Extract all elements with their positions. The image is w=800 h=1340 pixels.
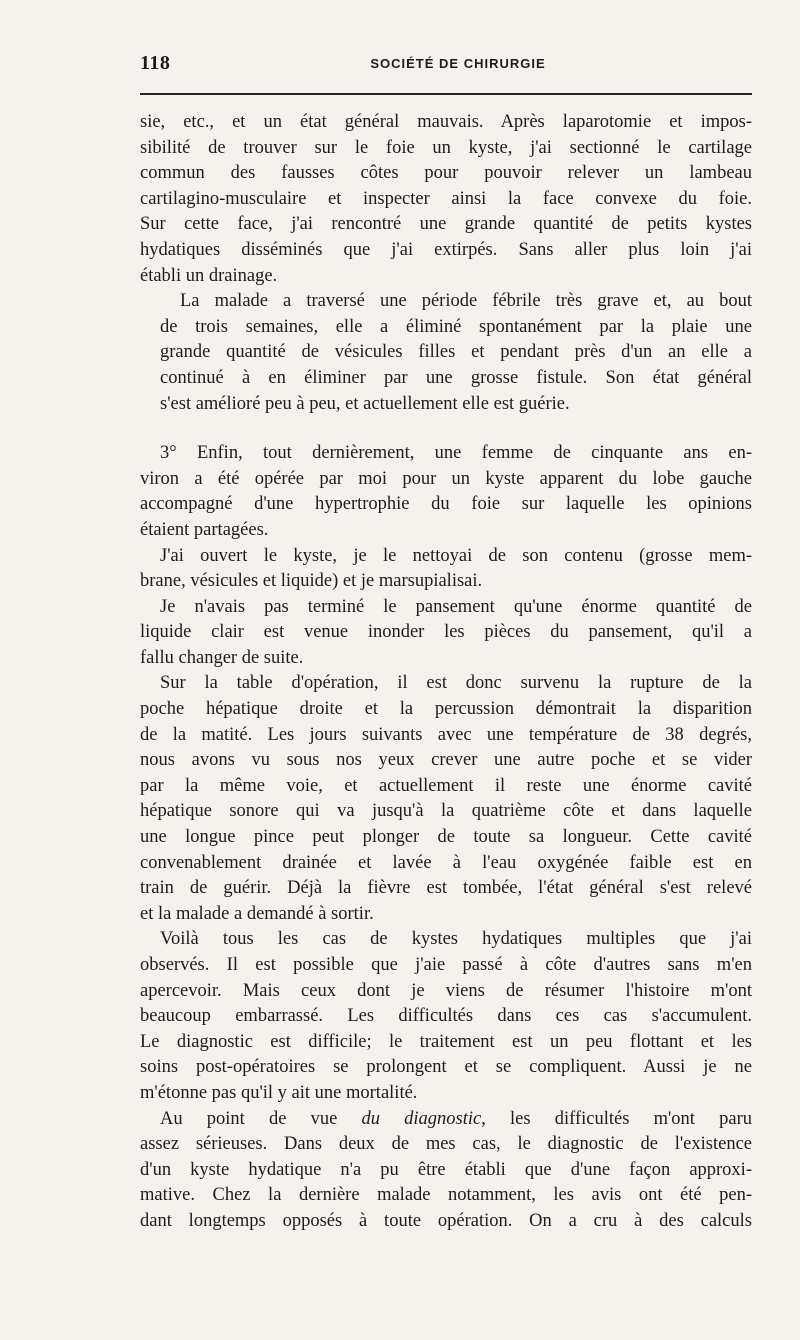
text-line: de trois semaines, elle a éliminé spontanément par la plaie une xyxy=(160,316,752,337)
paragraph-3 xyxy=(140,441,752,543)
text-line: observés. Il est possible que j'aie passé à côte d'autres sans m'en xyxy=(140,955,752,975)
text-line: continué à en éliminer par une grosse fistule. Son état général xyxy=(160,367,752,388)
text-line: et la malade a demandé à sortir. xyxy=(140,903,374,924)
paragraph-2 xyxy=(140,289,752,417)
text-line: convenablement drainée et lavée à l'eau oxygénée faible est en xyxy=(140,852,752,873)
text-line: une longue pince peut plonger de toute sa longueur. Cette cavité xyxy=(140,827,752,848)
text-line: La malade a traversé une période fébrile très grave et, au bout xyxy=(180,291,752,312)
text-line: hydatiques disséminés que j'ai extirpés. Sans aller plus loin j'ai xyxy=(140,239,752,260)
paragraph-1 xyxy=(140,110,752,289)
text-line: assez sérieuses. Dans deux de mes cas, le diagnostic de l'existence xyxy=(140,1134,752,1155)
running-title: SOCIÉTÉ DE CHIRURGIE xyxy=(370,56,546,71)
text-line: hépatique sonore qui va jusqu'à la quatrième côte et dans laquelle xyxy=(140,801,752,822)
paragraph-4 xyxy=(140,544,752,595)
text-line: brane, vésicules et liquide) et je marsupialisai. xyxy=(140,571,483,592)
header-rule xyxy=(140,93,752,95)
text-line: mative. Chez la dernière malade notamment, les avis ont été pen- xyxy=(140,1185,752,1206)
text-line: Le diagnostic est difficile; le traitement est un peu flottant et les xyxy=(140,1031,752,1052)
text-line: 3° Enfin, tout dernièrement, une femme de cinquante ans en- xyxy=(160,443,752,464)
text-line: Voilà tous les cas de kystes hydatiques multiples que j'ai xyxy=(160,929,752,950)
text-line: poche hépatique droite et la percussion démontrait la disparition xyxy=(140,699,752,720)
paragraph-8 xyxy=(140,1107,752,1235)
paragraph-5 xyxy=(140,595,752,672)
text-line: m'étonne pas qu'il y ait une mortalité. xyxy=(140,1082,418,1103)
text-line: grande quantité de vésicules filles et pendant près d'un an elle a xyxy=(160,342,752,363)
text-line: par la même voie, et actuellement il reste une énorme cavité xyxy=(140,775,752,796)
text-line: étaient partagées. xyxy=(140,519,269,540)
text-line: accompagné d'une hypertrophie du foie sur laquelle les opinions xyxy=(140,494,752,515)
italic-term: du diagnostic xyxy=(361,1108,482,1129)
text-line-with-italic: Au point de vue du diagnostic, les difficultés m'ont paru xyxy=(160,1108,752,1129)
text-line: d'un kyste hydatique n'a pu être établi que d'une façon approxi- xyxy=(140,1159,752,1180)
text-line: apercevoir. Mais ceux dont je viens de résumer l'histoire m'ont xyxy=(140,980,752,1001)
text-line: de la matité. Les jours suivants avec une température de 38 degrés, xyxy=(140,724,752,745)
text-line: beaucoup embarrassé. Les difficultés dans ces cas s'accumulent. xyxy=(140,1006,752,1027)
text-line: Sur la table d'opération, il est donc survenu la rupture de la xyxy=(160,673,752,694)
text-line: Sur cette face, j'ai rencontré une grande quantité de petits kystes xyxy=(140,214,752,235)
text-line: fallu changer de suite. xyxy=(140,647,304,668)
text-line: liquide clair est venue inonder les pièces du pansement, qu'il a xyxy=(140,622,752,643)
text-line: nous avons vu sous nos yeux crever une autre poche et se vider xyxy=(140,750,752,771)
body-text xyxy=(140,110,752,1235)
text-line: soins post-opératoires se prolongent et se compliquent. Aussi je ne xyxy=(140,1057,752,1078)
paragraph-7 xyxy=(140,927,752,1106)
text-line: cartilagino-musculaire et inspecter ainsi la face convexe du foie. xyxy=(140,188,752,209)
text-line: train de guérir. Déjà la fièvre est tombée, l'état général s'est relevé xyxy=(140,878,752,899)
text-line: s'est amélioré peu à peu, et actuellement elle est guérie. xyxy=(160,393,570,414)
page-number: 118 xyxy=(140,52,171,74)
text-line: établi un drainage. xyxy=(140,265,278,286)
text-line: J'ai ouvert le kyste, je le nettoyai de son contenu (grosse mem- xyxy=(160,545,752,566)
text-line: dant longtemps opposés à toute opération. On a cru à des calculs xyxy=(140,1210,752,1231)
text-line: viron a été opérée par moi pour un kyste apparent du lobe gauche xyxy=(140,468,752,489)
paragraph-6 xyxy=(140,671,752,927)
section-gap xyxy=(140,417,752,441)
text-line: sie, etc., et un état général mauvais. Après laparotomie et impos- xyxy=(140,112,752,132)
running-head xyxy=(140,52,752,80)
text-line: Je n'avais pas terminé le pansement qu'une énorme quantité de xyxy=(160,596,752,617)
text-line: sibilité de trouver sur le foie un kyste, j'ai sectionné le cartilage xyxy=(140,137,752,158)
text-line: commun des fausses côtes pour pouvoir relever un lambeau xyxy=(140,163,752,184)
